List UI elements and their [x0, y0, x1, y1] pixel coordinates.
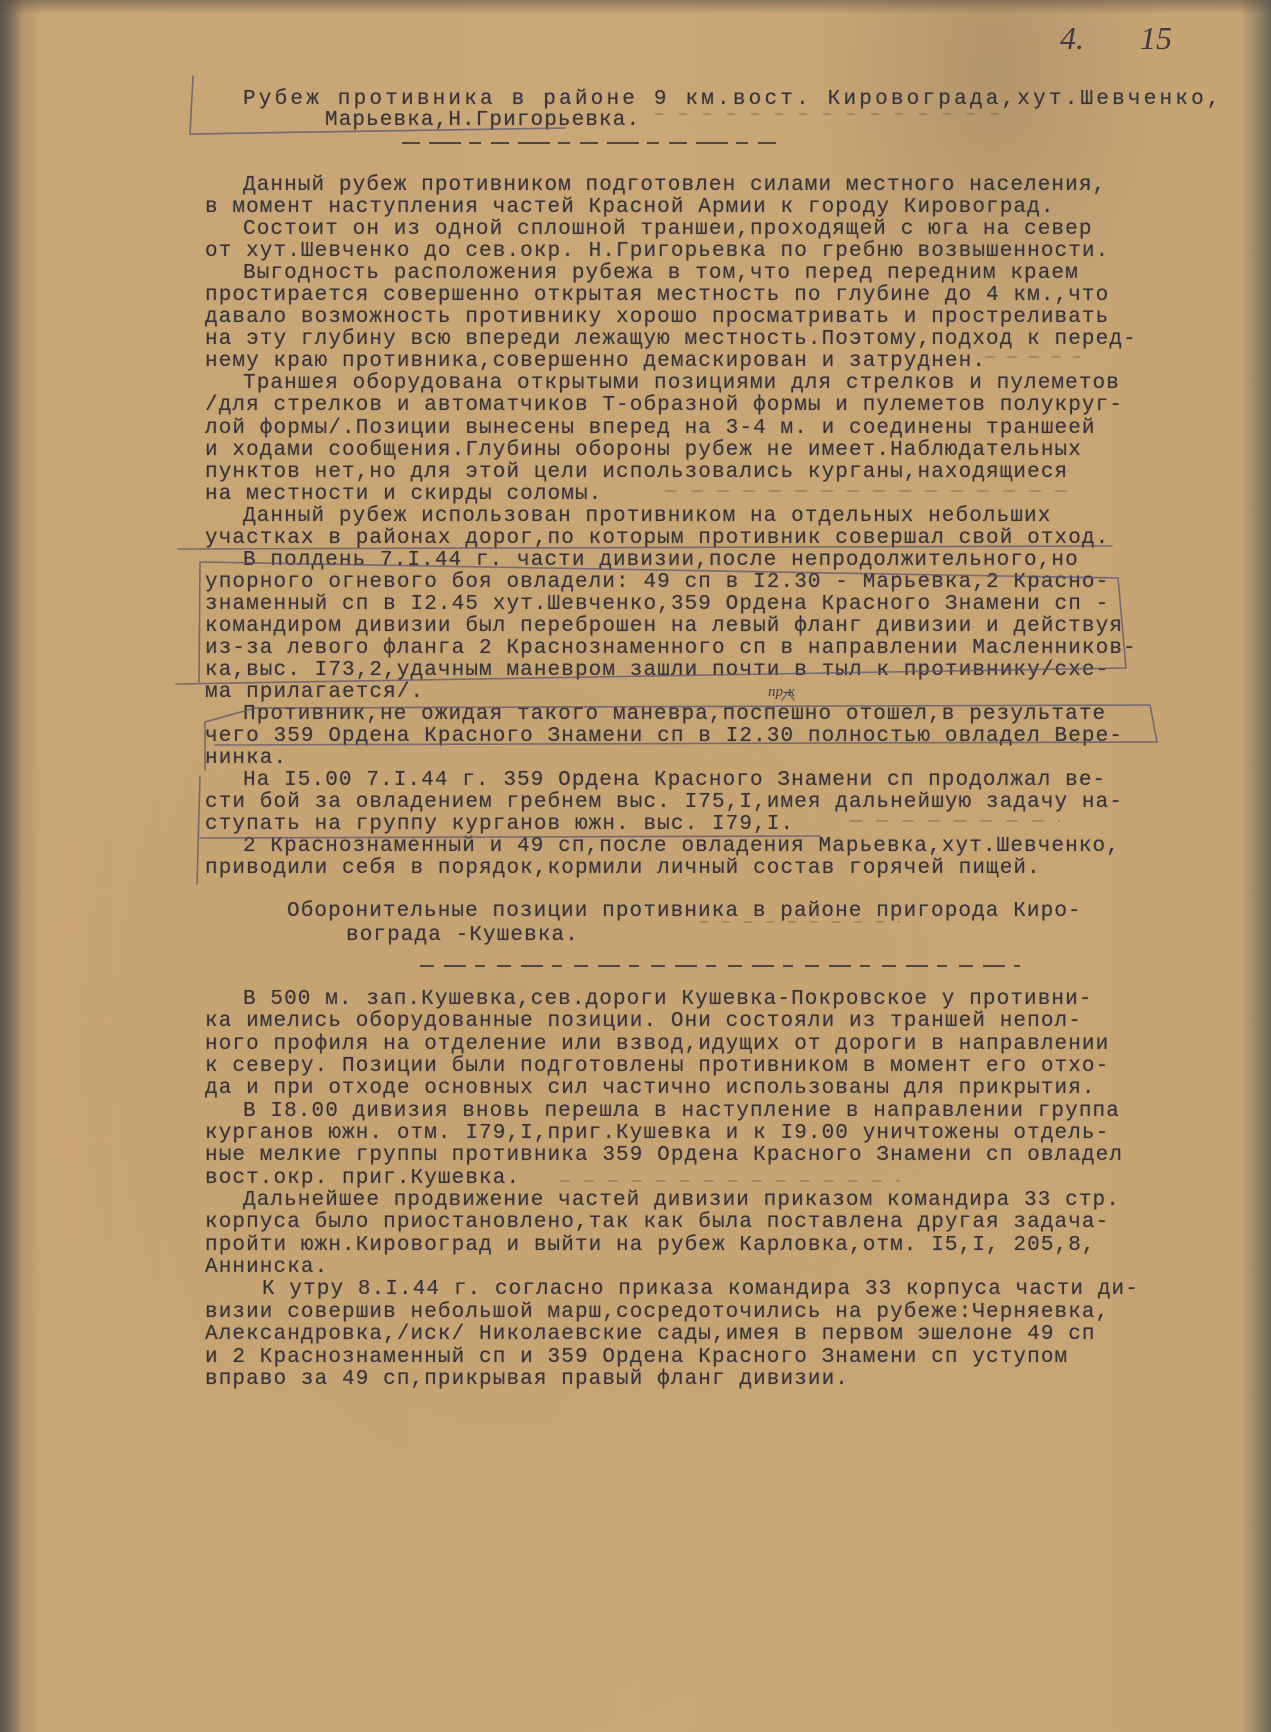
body-line: ка имелись оборудованные позиции. Они состояли из траншей непол-: [205, 1010, 1082, 1034]
body-line: в момент наступления частей Красной Армии к городу Кировоград.: [205, 196, 1055, 220]
body-line: простирается совершенно открытая местность по глубине до 4 км.,что: [205, 284, 1110, 308]
body-line: чего 359 Ордена Красного Знамени сп в I2.30 полностью овладел Вере-: [205, 725, 1124, 749]
body-line: корпуса было приостановлено,так как была поставлена другая задача-: [205, 1211, 1110, 1235]
body-line: от хут.Шевченко до сев.окр. Н.Григорьевка по гребню возвышенности.: [205, 240, 1110, 264]
body-line: ка,выс. I73,2,удачным маневром зашли почти в тыл к противнику/схе-: [205, 659, 1110, 683]
body-line: сти бой за овладением гребнем выс. I75,I,имея дальнейшую задачу на-: [205, 791, 1124, 815]
body-line: К утру 8.I.44 г. согласно приказа командира 33 корпуса части ди-: [262, 1278, 1139, 1302]
body-line: 2 Краснознаменный и 49 сп,после овладения Марьевка,хут.Шевченко,: [243, 835, 1120, 859]
body-line: командиром дивизии был переброшен на левый фланг дивизии и действуя: [205, 614, 1124, 638]
body-line: Данный рубеж использован противником на отдельных небольших: [243, 504, 1052, 528]
body-line: приводили себя в порядок,кормили личный состав горячей пищей.: [205, 857, 1041, 881]
body-line: знаменный сп в I2.45 хут.Шевченко,359 Ордена Красного Знамени сп -: [205, 592, 1110, 616]
body-line: вост.окр. приг.Кушевка.: [205, 1166, 521, 1190]
body-line: вправо за 49 сп,прикрывая правый фланг дивизии.: [205, 1367, 849, 1391]
body-line: Данный рубеж противником подготовлен силами местного населения,: [243, 174, 1107, 197]
body-line: /для стрелков и автоматчиков Т-образной формы и пулеметов полукруг-: [205, 394, 1124, 418]
body-line: ступать на группу курганов южн. выс. I79,I.: [205, 813, 795, 837]
body-line: ного профиля на отделение или взвод,идущих от дороги в направлении: [205, 1032, 1110, 1056]
body-line: курганов южн. отм. I79,I,приг.Кушевка и к I9.00 уничтожены отдель-: [205, 1122, 1110, 1146]
section2-title: [205, 900, 1082, 948]
section2-body: [205, 989, 1139, 1391]
body-line: ные мелкие группы противника 359 Ордена Красного Знамени сп овладел: [205, 1144, 1124, 1168]
body-line: и 2 Краснознаменный сп и 359 Ордена Красного Знамени сп уступом: [205, 1345, 1069, 1369]
body-line: В полдень 7.I.44 г. части дивизии,после непродолжительного,но: [243, 548, 1079, 572]
section1-body: [205, 175, 1137, 881]
body-line: Состоит он из одной сплошной траншеи,проходящей с юга на север: [243, 218, 1093, 242]
body-line: лой формы/.Позиции вынесены вперед на 3-4 м. и соединены траншеей: [205, 416, 1096, 440]
title-line: вограда -Кушевка.: [346, 924, 579, 947]
section1-title: [205, 89, 1223, 131]
body-line: к северу. Позиции были подготовлены противником в момент его отхо-: [205, 1055, 1110, 1079]
body-line: упорного огневого боя овладели: 49 сп в I2.30 - Марьевка,2 Красно-: [205, 570, 1110, 594]
body-line: визии совершив небольшой марш,сосредоточились на рубеже:Черняевка,: [205, 1300, 1110, 1324]
body-line: Аннинска.: [205, 1256, 329, 1280]
body-line: и ходами сообщения.Глубины обороны рубеж не имеет.Наблюдательных: [205, 438, 1082, 462]
body-line: ма прилагается/.: [205, 681, 425, 705]
body-line: нему краю противника,совершенно демаскирован и затруднен.: [205, 350, 987, 374]
body-line: В 500 м. зап.Кушевка,сев.дороги Кушевка-Покровское у противни-: [243, 988, 1093, 1011]
body-line: Противник,не ожидая такого маневра,поспешно отошел,в результате: [243, 703, 1107, 727]
pencil-bracket-left: [197, 776, 200, 884]
body-line: Дальнейшее продвижение частей дивизии приказом командира 33 стр.: [243, 1189, 1120, 1213]
paper-edge: [0, 0, 1271, 14]
body-line: давало возможность противнику хорошо просматривать и простреливать: [205, 306, 1110, 330]
handwritten-note: пр-к: [768, 684, 796, 700]
body-line: Александровка,/иск/ Николаевские сады,имея в первом эшелоне 49 сп: [205, 1323, 1096, 1347]
body-line: участках в районах дорог,по которым противник совершал свой отход.: [205, 526, 1110, 550]
page-number: 4. 15: [1060, 20, 1172, 56]
title-line: Рубеж противника в районе 9 км.вост. Кировограда,хут.Шевченко,: [243, 88, 1223, 111]
body-line: Выгодность расположения рубежа в том,что перед передним краем: [243, 262, 1079, 286]
title-line: Марьевка,Н.Григорьевка.: [325, 109, 641, 132]
body-line: пунктов нет,но для этой цели использовались курганы,находящиеся: [205, 460, 1069, 484]
body-line: на эту глубину всю впереди лежащую местность.Поэтому,подход к перед-: [205, 328, 1137, 352]
body-line: нинка.: [205, 747, 288, 771]
body-line: из-за левого фланга 2 Краснознаменного сп в направлении Масленников-: [205, 636, 1137, 660]
body-line: на местности и скирды соломы.: [205, 482, 603, 506]
body-line: На I5.00 7.I.44 г. 359 Ордена Красного Знамени сп продолжал ве-: [243, 769, 1107, 793]
body-line: да и при отходе основных сил частично использованы для прикрытия.: [205, 1077, 1096, 1101]
title-line: Оборонительные позиции противника в районе пригорода Киро-: [287, 900, 1082, 923]
body-line: Траншея оборудована открытыми позициями для стрелков и пулеметов: [243, 372, 1120, 396]
body-line: пройти южн.Кировоград и выйти на рубеж Карловка,отм. I5,I, 205,8,: [205, 1233, 1096, 1257]
body-line: В I8.00 дивизия вновь перешла в наступление в направлении группа: [243, 1099, 1120, 1123]
